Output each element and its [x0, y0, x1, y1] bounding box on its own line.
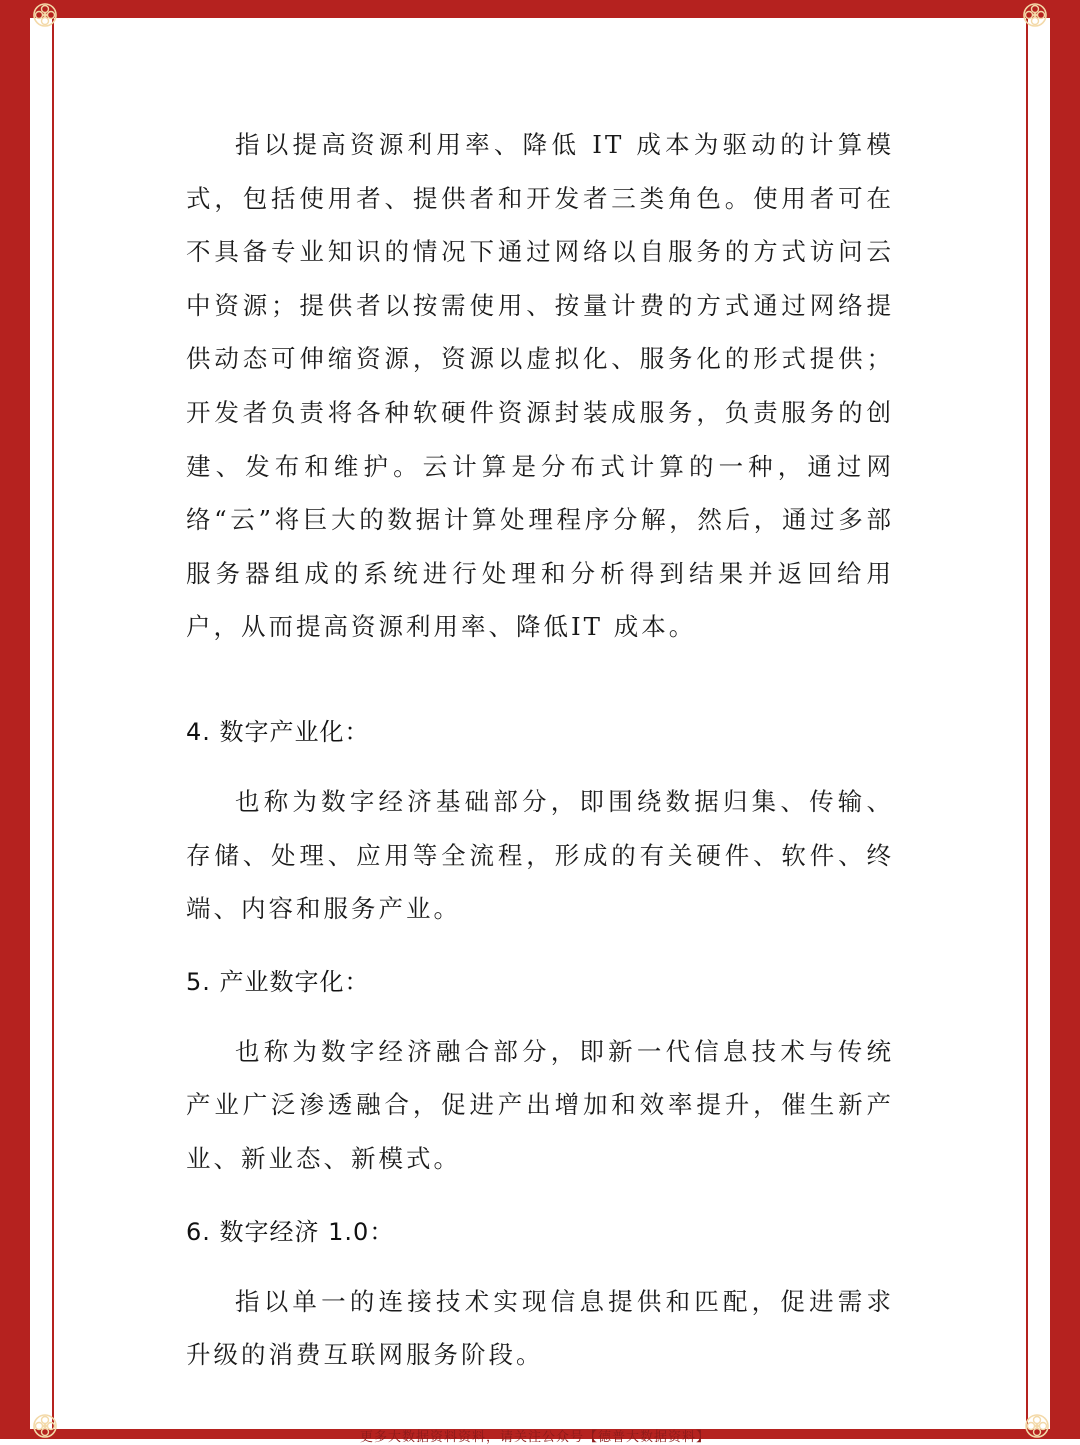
page-border-top	[30, 0, 1050, 18]
corner-flower-icon	[1022, 2, 1048, 28]
footer-note: 更多大数据资料资料，请关注公众号【德普大数据资料】	[360, 1430, 711, 1445]
section-heading-5: 5. 产业数字化：	[186, 967, 370, 996]
section-heading-6: 6. 数字经济 1.0：	[186, 1217, 395, 1246]
section-heading-4: 4. 数字产业化：	[186, 717, 370, 746]
corner-flower-icon	[1024, 1413, 1050, 1439]
section-text-5: 也称为数字经济融合部分，即新一代信息技术与传统产业广泛渗透融合，促进产出增加和效率提升，催生新产业、新业态、新模式。	[186, 1036, 894, 1173]
corner-flower-icon	[32, 1413, 58, 1439]
document-body	[186, 118, 894, 1382]
section-text-6: 指以单一的连接技术实现信息提供和匹配，促进需求升级的消费互联网服务阶段。	[186, 1286, 894, 1370]
intro-paragraph: 指以提高资源利用率、降低 IT 成本为驱动的计算模式，包括使用者、提供者和开发者三类角色。使用者可在不具备专业知识的情况下通过网络以自服务的方式访问云中资源；提供者以按需使用、按量计费的方式通过网络提供动态可伸缩资源，资源以虚拟化、服务化的形式提供；开发者负责将各种软硬件资源封装成服务，负责服务的创建、发布和维护。云计算是分布式计算的一种，通过网络“云”将巨大的数据计算处理程序分解，然后，通过多部服务器组成的系统进行处理和分析得到结果并返回给用户，从而提高资源利用率、降低IT 成本。	[186, 130, 894, 642]
corner-flower-icon	[32, 2, 58, 28]
section-text-4: 也称为数字经济基础部分，即围绕数据归集、传输、存储、处理、应用等全流程，形成的有关硬件、软件、终端、内容和服务产业。	[186, 786, 894, 924]
